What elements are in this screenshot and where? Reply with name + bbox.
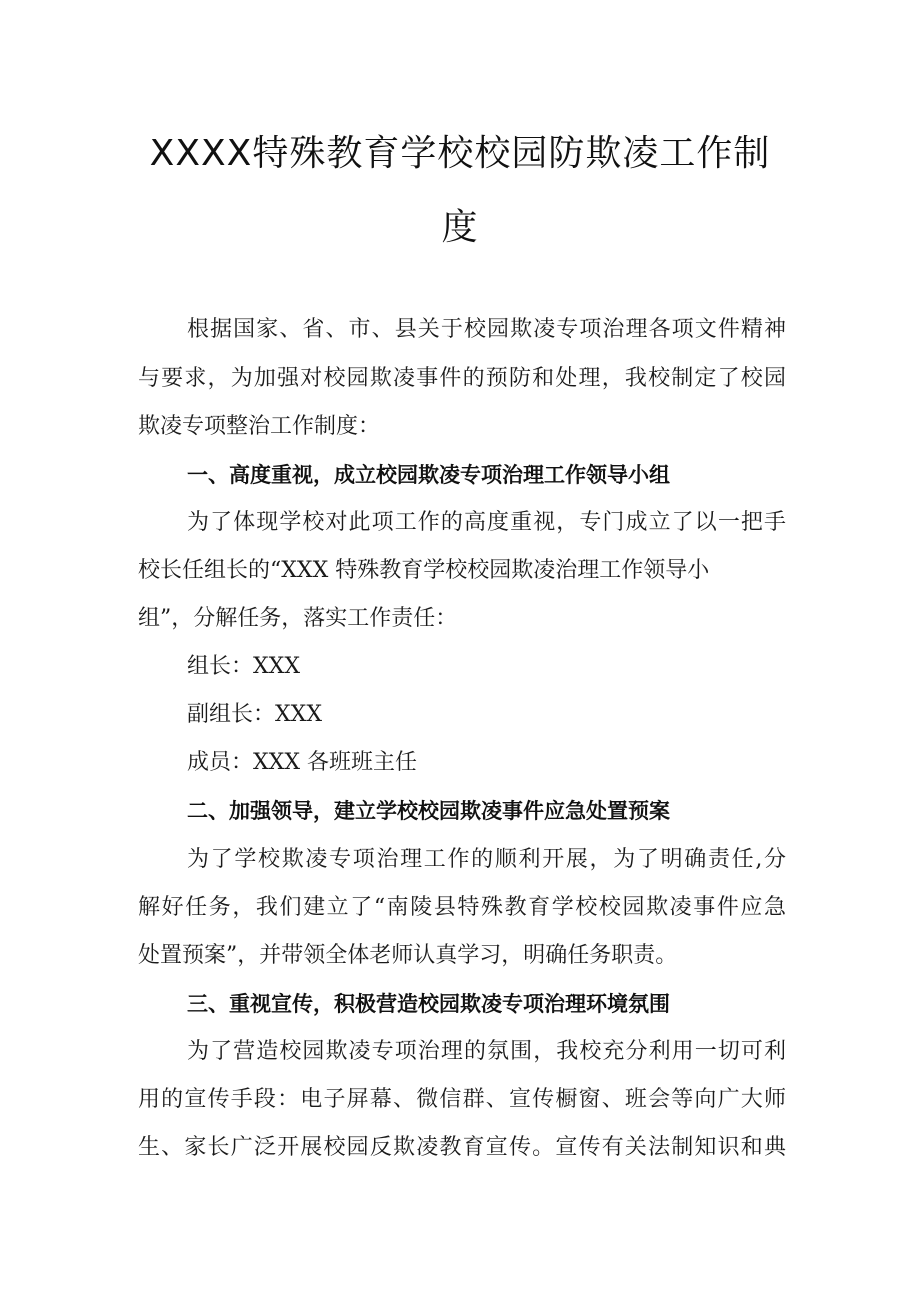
- section-3-heading: 三、重视宣传，积极营造校园欺凌专项治理环境氛围: [187, 992, 670, 1016]
- section-2-line-3: 处置预案”，并带领全体老师认真学习，明确任务职责。: [138, 943, 678, 968]
- section-3-line-3: 生、家长广泛开展校园反欺凌教育宣传。宣传有关法制知识和典: [138, 1135, 786, 1160]
- intro-line-3: 欺凌专项整治工作制度：: [138, 414, 381, 439]
- document-title-line-1: XXXX特殊教育学校校园防欺凌工作制: [149, 133, 771, 174]
- section-3-line-1: 为了营造校园欺凌专项治理的氛围，我校充分利用一切可利: [187, 1039, 786, 1064]
- section-2-line-1: 为了学校欺凌专项治理工作的顺利开展，为了明确责任,分: [187, 847, 786, 872]
- section-3-line-2: 用的宣传手段：电子屏幕、微信群、宣传橱窗、班会等向广大师: [138, 1087, 786, 1112]
- section-2-heading: 二、加强领导，建立学校校园欺凌事件应急处置预案: [187, 799, 670, 823]
- member-members: 成员：XXX 各班班主任: [187, 750, 417, 775]
- member-deputy-leader: 副组长：XXX: [187, 702, 322, 727]
- section-1-line-3: 组”，分解任务，落实工作责任：: [138, 606, 458, 631]
- section-2-line-2: 解好任务，我们建立了“南陵县特殊教育学校校园欺凌事件应急: [138, 895, 786, 920]
- intro-line-1: 根据国家、省、市、县关于校园欺凌专项治理各项文件精神: [187, 317, 786, 342]
- section-1-line-1: 为了体现学校对此项工作的高度重视，专门成立了以一把手: [187, 510, 786, 535]
- document-title-line-2: 度: [441, 207, 479, 248]
- intro-line-2: 与要求，为加强对校园欺凌事件的预防和处理，我校制定了校园: [138, 366, 786, 391]
- member-leader: 组长：XXX: [187, 654, 300, 679]
- section-1-line-2: 校长任组长的“XXX 特殊教育学校校园欺凌治理工作领导小: [138, 558, 710, 583]
- section-1-heading: 一、高度重视，成立校园欺凌专项治理工作领导小组: [187, 463, 670, 487]
